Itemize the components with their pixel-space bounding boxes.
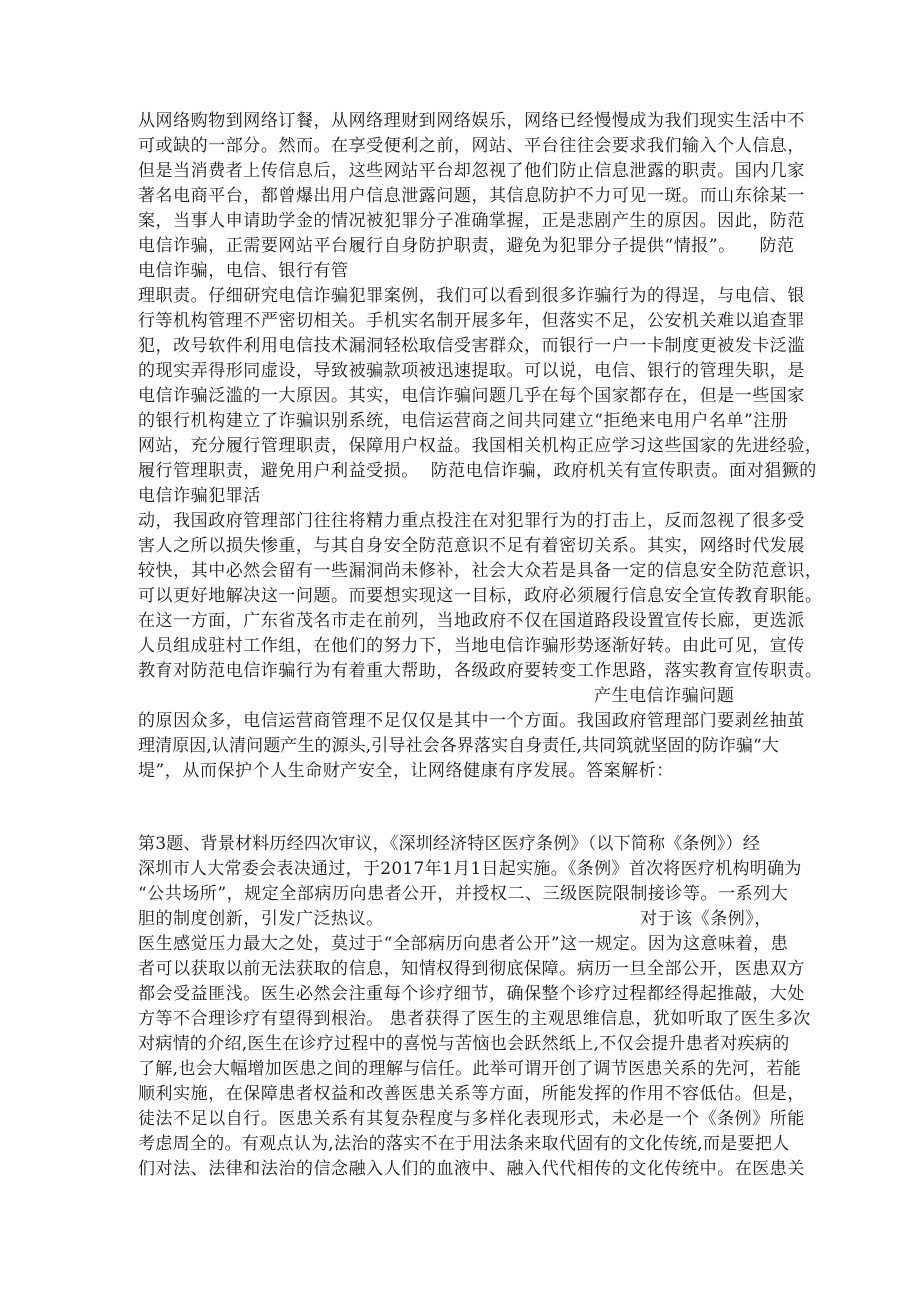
text-line: 们对法、法律和法治的信念融入人们的血液中、融入代代相传的文化传统中。在医患关 [138, 1159, 805, 1179]
text-line: 胆的制度创新，引发广泛热议。 [138, 909, 384, 929]
text-line: 较快，其中必然会留有一些漏洞尚未修补，社会大众若是具备一定的信息安全防范意识， [138, 561, 823, 581]
text-line: 动，我国政府管理部门往往将精力重点投注在对犯罪行为的打击上，反而忽视了很多受 [138, 511, 805, 531]
text-line: 了解,也会大幅增加医患之间的理解与信任。此举可谓开创了调节医患关系的先河，若能 [138, 1059, 802, 1079]
text-line: 害人之所以损失惨重，与其自身安全防范意识不足有着密切关系。其实，网络时代发展 [138, 536, 805, 556]
text-line: 但是当消费者上传信息后，这些网站平台却忽视了他们防止信息泄露的职责。国内几家 [138, 161, 805, 181]
text-line: 电信诈骗犯罪活 [138, 486, 261, 506]
text-line: 电信诈骗，电信、银行有管 [138, 261, 349, 281]
text-line: 网站，充分履行管理职责，保障用户权益。我国相关机构正应学习这些国家的先进经验， [138, 436, 823, 456]
text-line: 著名电商平台，都曾爆出用户信息泄露问题，其信息防护不力可见一斑。而山东徐某一 [138, 186, 805, 206]
text-line: 在这一方面，广东省茂名市走在前列，当地政府不仅在国道路段设置宣传长廊，更选派 [138, 611, 805, 631]
text-line: 履行管理职责，避免用户利益受损。 防范电信诈骗，政府机关有宣传职责。面对猖獗的 [138, 461, 817, 481]
text-line: 第3题、背景材料历经四次审议，《深圳经济特区医疗条例》（以下简称《条例》）经 [138, 834, 760, 854]
text-line: 产生电信诈骗问题 [594, 686, 735, 706]
text-line: 从网络购物到网络订餐，从网络理财到网络娱乐，网络已经慢慢成为我们现实生活中不 [138, 111, 805, 131]
text-line: 电信诈骗，正需要网站平台履行自身防护职责，避免为犯罪分子提供“情报”。 防范 [138, 236, 795, 256]
text-line: 考虑周全的。有观点认为,法治的落实不在于用法条来取代固有的文化传统,而是要把人 [138, 1134, 790, 1154]
text-line: 者可以获取以前无法获取的信息，知情权得到彻底保障。病历一旦全部公开，医患双方 [138, 959, 805, 979]
text-line: 的银行机构建立了诈骗识别系统，电信运营商之间共同建立“拒绝来电用户名单”注册 [138, 411, 789, 431]
text-line: 案，当事人申请助学金的情况被犯罪分子准确掌握，正是悲剧产生的原因。因此，防范 [138, 211, 805, 231]
text-line: 堤”，从而保护个人生命财产安全，让网络健康有序发展。答案解析： [138, 761, 674, 781]
text-line: 的现实弄得形同虚设，导致被骗款项被迅速提取。可以说，电信、银行的管理失职，是 [138, 361, 805, 381]
text-line: 的原因众多，电信运营商管理不足仅仅是其中一个方面。我国政府管理部门要剥丝抽茧 [138, 711, 805, 731]
text-line: 对病情的介绍,医生在诊疗过程中的喜悦与苦恼也会跃然纸上,不仅会提升患者对疾病的 [138, 1034, 790, 1054]
text-line: 徒法不足以自行。医患关系有其复杂程度与多样化表现形式，未必是一个《条例》所能 [138, 1109, 805, 1129]
text-line: 方等不合理诊疗有望得到根治。 患者获得了医生的主观思维信息，犹如听取了医生多次 [138, 1009, 811, 1029]
text-line: 医生感觉压力最大之处，莫过于“全部病历向患者公开”这一规定。因为这意味着，患 [138, 934, 789, 954]
text-line: 都会受益匪浅。医生必然会注重每个诊疗细节，确保整个诊疗过程都经得起推敲，大处 [138, 984, 805, 1004]
text-line: 顺利实施，在保障患者权益和改善医患关系等方面，所能发挥的作用不容低估。但是， [138, 1084, 805, 1104]
text-line: 对于该《条例》， [640, 909, 772, 929]
text-line: 深圳市人大常委会表决通过，于2017年1月1日起实施。《条例》首次将医疗机构明确为 [138, 859, 802, 879]
text-line: 电信诈骗泛滥的一大原因。其实，电信诈骗问题几乎在每个国家都存在，但是一些国家 [138, 386, 805, 406]
text-line: 犯，改号软件利用电信技术漏洞轻松取信受害群众，而银行一户一卡制度更被发卡泛滥 [138, 336, 805, 356]
text-line: 行等机构管理不严密切相关。手机实名制开展多年，但落实不足，公安机关难以追查罪 [138, 311, 805, 331]
text-line: “公共场所”，规定全部病历向患者公开，并授权二、三级医院限制接诊等。一系列大 [138, 884, 789, 904]
text-line: 人员组成驻村工作组，在他们的努力下，当地电信诈骗形势逐渐好转。由此可见，宣传 [138, 636, 805, 656]
text-line: 理职责。仔细研究电信诈骗犯罪案例，我们可以看到很多诈骗行为的得逞，与电信、银 [138, 286, 805, 306]
text-line: 教育对防范电信诈骗行为有着重大帮助，各级政府要转变工作思路，落实教育宣传职责。 [138, 661, 823, 681]
text-line: 理清原因,认清问题产生的源头,引导社会各界落实自身责任,共同筑就坚固的防诈骗“大 [138, 736, 779, 756]
text-line: 可或缺的一部分。然而。在享受便利之前，网站、平台往往会要求我们输入个人信息， [138, 136, 805, 156]
text-line: 可以更好地解决这一问题。而要想实现这一目标，政府必须履行信息安全宣传教育职能。 [138, 586, 823, 606]
